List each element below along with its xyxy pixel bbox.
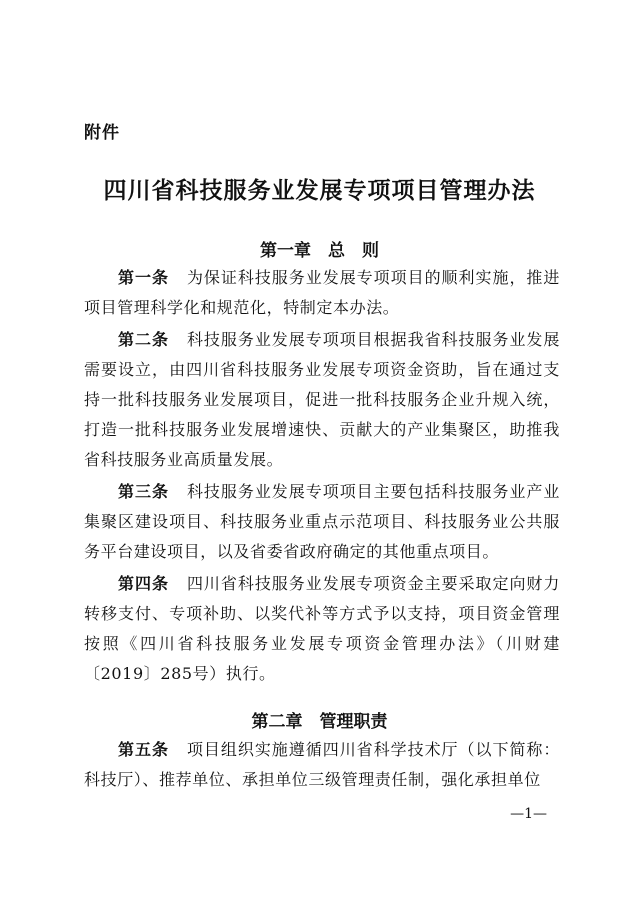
article-label: 第五条 [118,740,169,759]
article-label: 第四条 [118,574,169,593]
article-label: 第三条 [118,482,169,501]
article-label: 第二条 [118,330,169,349]
chapter-heading: 第一章 总 则 [260,241,379,261]
article-paragraph [84,735,560,795]
chapter-heading: 第二章 管理职责 [251,712,388,732]
page-number: —1— [510,806,547,822]
article-text: 科技服务业发展专项项目主要包括科技服务业产业集聚区建设项目、科技服务业重点示范项目、科技服务业公共服务平台建设项目，以及省委省政府确定的其他重点项目。 [84,482,560,561]
document-title: 四川省科技服务业发展专项项目管理办法 [103,178,536,204]
article-label: 第一条 [118,268,169,287]
article-text: 科技服务业发展专项项目根据我省科技服务业发展需要设立，由四川省科技服务业发展专项资金资助，旨在通过支持一批科技服务业发展项目，促进一批科技服务企业升规入统，打造一批科技服务业发展增速快、贡献大的产业集聚区，助推我省科技服务业高质量发展。 [84,330,560,469]
article-paragraph [84,477,560,567]
article-text: 项目组织实施遵循四川省科学技术厅（以下简称：科技厅）、推荐单位、承担单位三级管理责任制，强化承担单位 [84,740,560,789]
attachment-label: 附件 [84,123,120,143]
article-paragraph [84,263,560,323]
article-text: 四川省科技服务业发展专项资金主要采取定向财力转移支付、专项补助、以奖代补等方式予以支持，项目资金管理按照《四川省科技服务业发展专项资金管理办法》（川财建〔2019〕285号）执行。 [84,574,560,683]
article-paragraph [84,569,560,689]
article-paragraph [84,325,560,475]
article-text: 为保证科技服务业发展专项项目的顺利实施，推进项目管理科学化和规范化，特制定本办法。 [84,268,560,317]
